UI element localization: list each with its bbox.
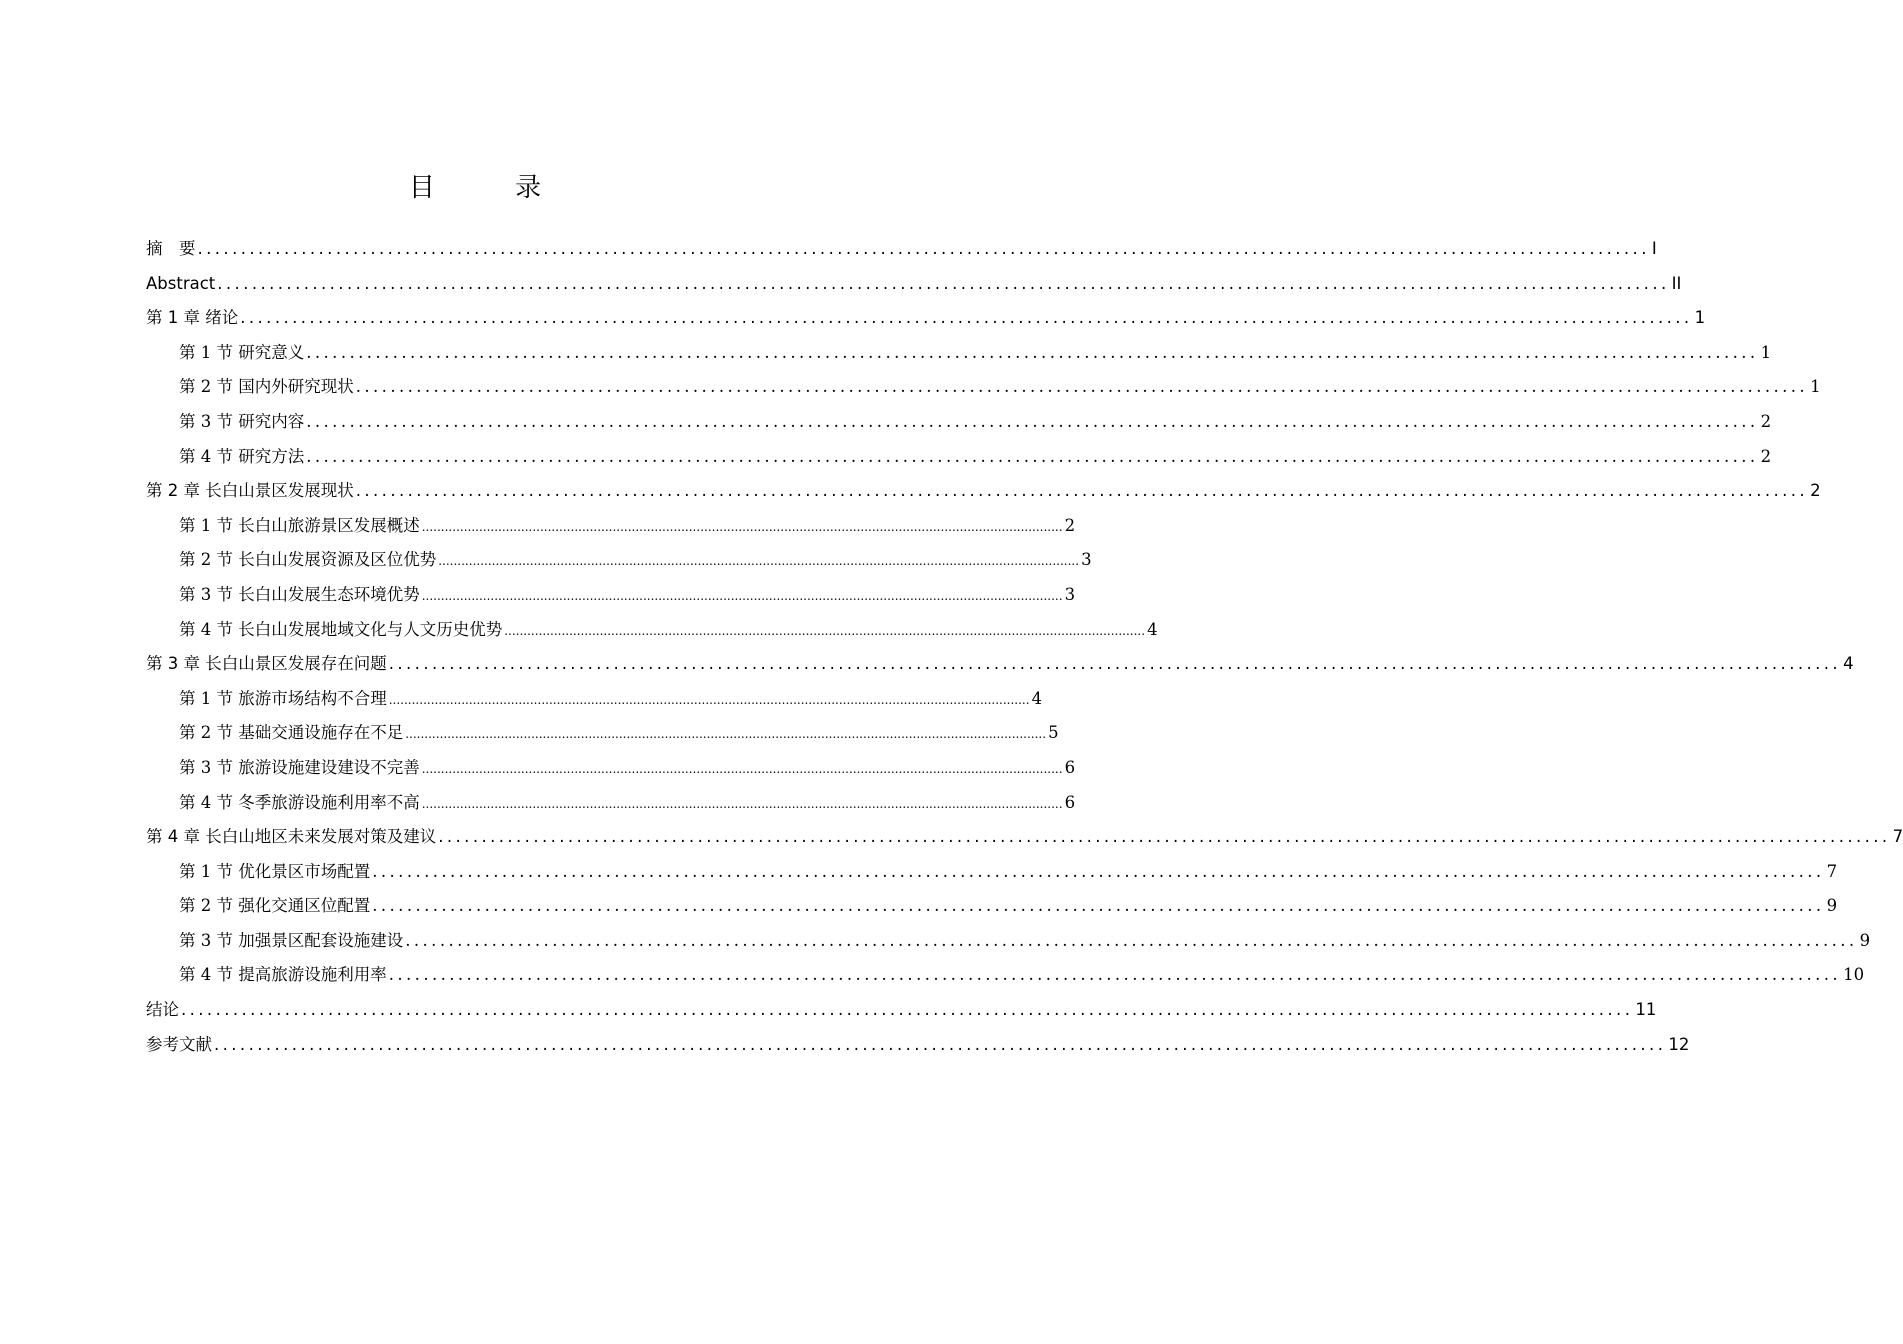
toc-entry-page: 3 [1081,550,1092,570]
toc-entry-chapter-2[interactable] [146,474,1821,509]
dot-leader: ........................................................................................................................................................................ [217,273,1670,293]
toc-entry-section-3-1[interactable] [146,682,1043,717]
toc-entry-abstract-en[interactable] [146,267,1682,302]
toc-entry-section-2-2[interactable] [146,543,1092,578]
toc-entry-section-4-3[interactable] [146,924,1871,959]
toc-entry-section-2-1[interactable] [146,509,1076,544]
toc-entry-page: 3 [1064,584,1076,604]
dot-leader: ........................................................................................................................................................................ [421,588,1063,603]
toc-entry-label: 第 3 章 长白山景区发展存在问题 [146,654,387,674]
toc-entry-page: 11 [1635,1000,1657,1020]
dot-leader: ........................................................................................................................................................................ [388,654,1842,674]
toc-entry-label: 第 1 章 绪论 [146,308,239,328]
toc-entry-label: 第 2 节 强化交通区位配置 [179,896,371,916]
dot-leader: ........................................................................................................................................................................ [240,308,1693,328]
dot-leader: ........................................................................................................................................................................ [421,519,1063,534]
toc-entry-label: 第 2 节 基础交通设施存在不足 [179,723,404,743]
toc-entry-label: 第 1 节 长白山旅游景区发展概述 [179,515,420,535]
dot-leader: ........................................................................................................................................................................ [504,623,1146,638]
toc-entry-section-1-2[interactable] [146,370,1821,405]
toc-entry-page: 7 [1892,827,1903,847]
toc-entry-abstract-cn[interactable] [146,232,1657,267]
toc-entry-label: 第 4 节 冬季旅游设施利用率不高 [179,792,420,812]
dot-leader: ........................................................................................................................................................................ [421,796,1063,811]
toc-entry-conclusion[interactable] [146,993,1657,1028]
toc-entry-label: 第 3 节 旅游设施建设建设不完善 [179,757,420,777]
toc-entry-section-2-4[interactable] [146,613,1158,648]
toc-entry-page: 1 [1694,308,1706,328]
toc-entry-label: 第 2 章 长白山景区发展现状 [146,481,354,501]
toc-entry-label: 第 4 节 提高旅游设施利用率 [179,965,387,985]
dot-leader: ........................................................................................................................................................................ [405,727,1047,742]
toc-entry-label: Abstract [146,273,216,293]
toc-entry-page: 12 [1668,1034,1690,1054]
toc-entry-page: 2 [1064,515,1076,535]
toc-entry-page: 9 [1826,896,1838,916]
toc-entry-label: 第 2 节 国内外研究现状 [179,377,354,397]
toc-entry-page: 1 [1810,377,1821,397]
toc-entry-label: 第 4 章 长白山地区未来发展对策及建议 [146,827,437,847]
toc-entry-page: I [1651,239,1657,258]
toc-entry-label: 结论 [146,1000,179,1020]
toc-entry-section-3-2[interactable] [146,716,1059,751]
toc-entry-page: 5 [1048,723,1059,743]
dot-leader: ........................................................................................................................................................................ [372,861,1825,881]
dot-leader: ........................................................................................................................................................................ [214,1034,1667,1054]
dot-leader: ........................................................................................................................................................................ [181,1000,1634,1020]
toc-entry-label: 第 3 节 加强景区配套设施建设 [179,930,404,950]
dot-leader: ........................................................................................................................................................................ [306,446,1759,466]
toc-entry-section-3-3[interactable] [146,751,1076,786]
dot-leader: ........................................................................................................................................................................ [405,930,1858,950]
toc-entry-page: II [1671,273,1682,293]
toc-entry-page: 7 [1826,861,1838,881]
table-of-contents [146,232,1903,1062]
dot-leader: ........................................................................................................................................................................ [306,342,1759,362]
toc-entry-label: 第 3 节 研究内容 [179,411,305,431]
toc-entry-page: 2 [1760,411,1772,431]
toc-entry-label: 参考文献 [146,1034,212,1054]
toc-entry-section-4-4[interactable] [146,958,1865,993]
toc-entry-section-3-4[interactable] [146,786,1076,821]
toc-entry-section-4-2[interactable] [146,889,1838,924]
toc-entry-page: 4 [1031,688,1043,708]
toc-entry-page: 9 [1859,930,1871,950]
toc-entry-page: 6 [1064,757,1076,777]
dot-leader: ........................................................................................................................................................................ [355,481,1809,501]
toc-entry-section-1-3[interactable] [146,405,1772,440]
dot-leader: ........................................................................................................................................................................ [421,761,1063,776]
toc-entry-page: 10 [1843,965,1865,985]
toc-entry-label: 摘 要 [146,239,196,258]
toc-entry-page: 1 [1760,342,1772,362]
dot-leader: ........................................................................................................................................................................ [197,239,1650,258]
dot-leader: ........................................................................................................................................................................ [438,827,1891,847]
toc-entry-page: 2 [1810,481,1821,501]
dot-leader: ........................................................................................................................................................................ [388,692,1030,707]
toc-entry-section-1-4[interactable] [146,440,1772,475]
toc-entry-label: 第 1 节 旅游市场结构不合理 [179,688,387,708]
toc-entry-page: 6 [1064,792,1076,812]
toc-entry-label: 第 2 节 长白山发展资源及区位优势 [179,550,437,570]
page-title: 目 录 [408,173,578,203]
toc-entry-chapter-4[interactable] [146,820,1903,855]
toc-entry-label: 第 4 节 长白山发展地域文化与人文历史优势 [179,619,503,639]
dot-leader: ........................................................................................................................................................................ [306,411,1759,431]
toc-entry-page: 4 [1147,619,1158,639]
toc-entry-references[interactable] [146,1028,1690,1063]
toc-entry-label: 第 3 节 长白山发展生态环境优势 [179,584,420,604]
toc-entry-chapter-3[interactable] [146,647,1854,682]
toc-entry-section-4-1[interactable] [146,855,1838,890]
dot-leader: ........................................................................................................................................................................ [388,965,1842,985]
toc-entry-label: 第 4 节 研究方法 [179,446,305,466]
toc-entry-label: 第 1 节 研究意义 [179,342,305,362]
toc-entry-section-1-1[interactable] [146,336,1772,371]
toc-entry-label: 第 1 节 优化景区市场配置 [179,861,371,881]
toc-entry-page: 2 [1760,446,1772,466]
toc-entry-section-2-3[interactable] [146,578,1076,613]
dot-leader: ........................................................................................................................................................................ [438,554,1080,569]
dot-leader: ........................................................................................................................................................................ [355,377,1809,397]
dot-leader: ........................................................................................................................................................................ [372,896,1825,916]
toc-entry-page: 4 [1843,654,1854,674]
toc-entry-chapter-1[interactable] [146,301,1706,336]
